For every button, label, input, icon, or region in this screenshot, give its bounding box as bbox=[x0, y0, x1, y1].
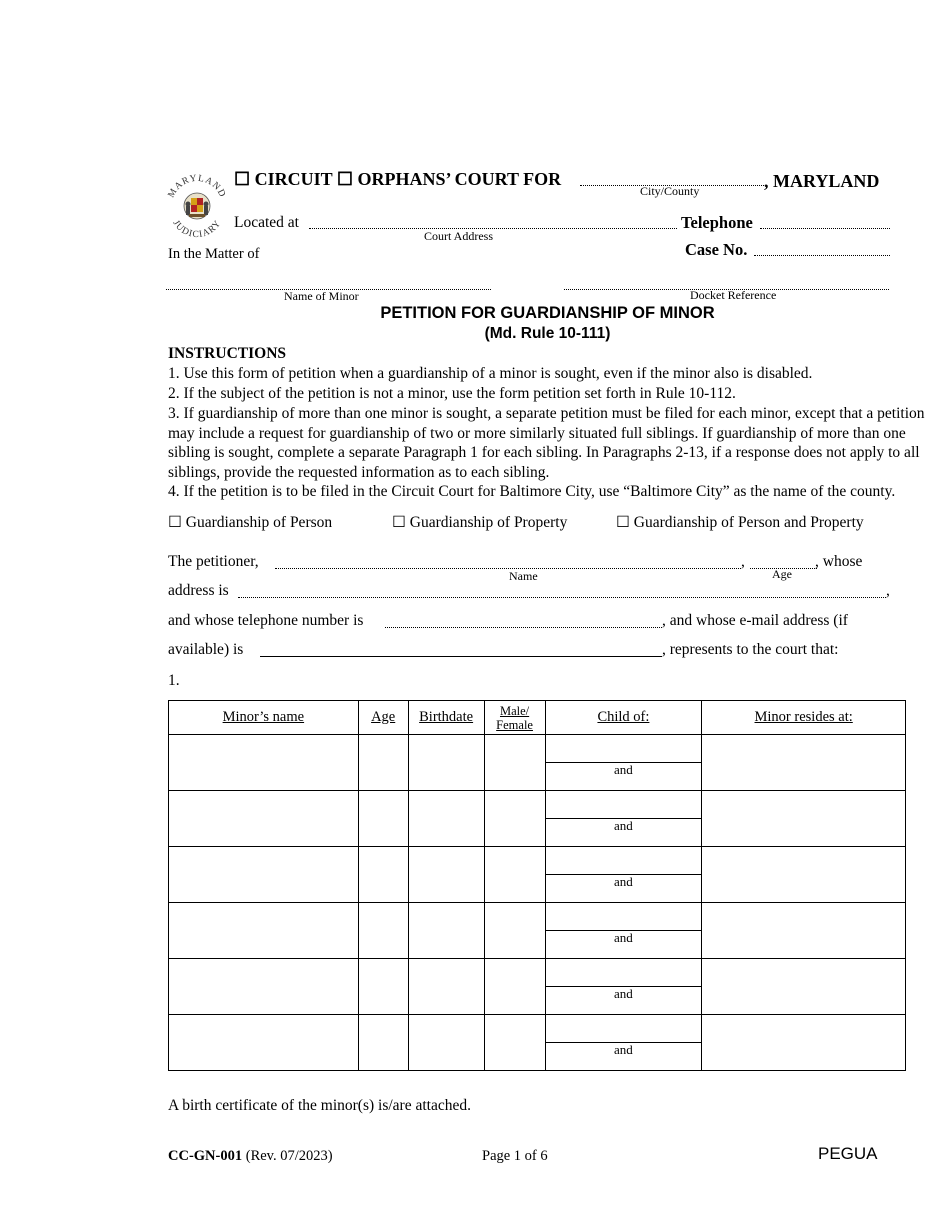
table-row bbox=[169, 791, 906, 847]
comma: , bbox=[741, 553, 745, 570]
form-code: CC-GN-001 bbox=[168, 1148, 243, 1164]
orphans-court-checkbox[interactable]: ☐ ORPHANS’ COURT FOR bbox=[336, 169, 562, 189]
guardianship-person-checkbox[interactable]: ☐ Guardianship of Person bbox=[168, 514, 333, 531]
represents-label: , represents to the court that: bbox=[662, 641, 839, 658]
parent-1-field[interactable] bbox=[546, 847, 702, 874]
table-row bbox=[169, 959, 906, 1015]
court-address-caption: Court Address bbox=[424, 229, 493, 243]
minor-name-cell[interactable] bbox=[169, 959, 359, 1015]
minor-name-cell[interactable] bbox=[169, 903, 359, 959]
svg-text:MARYLAND: MARYLAND bbox=[166, 173, 228, 200]
parent-1-field[interactable] bbox=[546, 1015, 702, 1042]
parent-2-field[interactable]: and bbox=[546, 1042, 702, 1070]
table-row bbox=[169, 1015, 906, 1071]
parent-2-field[interactable]: and bbox=[546, 874, 702, 902]
table-row bbox=[169, 735, 906, 791]
page-subtitle: (Md. Rule 10-111) bbox=[484, 325, 611, 342]
page-number: Page 1 of 6 bbox=[482, 1148, 548, 1164]
child-of-cell bbox=[545, 1015, 702, 1071]
court-type-line bbox=[234, 169, 561, 190]
parent-1-field[interactable] bbox=[546, 959, 702, 986]
available-label: available) is bbox=[168, 641, 244, 658]
address-comma: , bbox=[886, 582, 890, 599]
minor-sex-cell[interactable] bbox=[484, 735, 545, 791]
parent-1-field[interactable] bbox=[546, 791, 702, 818]
minor-birthdate-cell[interactable] bbox=[408, 903, 484, 959]
table-row bbox=[169, 903, 906, 959]
minor-age-cell[interactable] bbox=[358, 1015, 408, 1071]
resides-at-cell[interactable] bbox=[702, 1015, 906, 1071]
paragraph-number: 1. bbox=[168, 672, 180, 689]
resides-at-cell[interactable] bbox=[702, 847, 906, 903]
resides-at-cell[interactable] bbox=[702, 735, 906, 791]
minor-age-cell[interactable] bbox=[358, 791, 408, 847]
circuit-checkbox[interactable]: ☐ CIRCUIT bbox=[234, 169, 333, 189]
minor-age-cell[interactable] bbox=[358, 847, 408, 903]
col-minor-name: Minor’s name bbox=[169, 701, 359, 735]
birth-certificate-note: A birth certificate of the minor(s) is/are attached. bbox=[168, 1097, 471, 1114]
minor-name-cell[interactable] bbox=[169, 735, 359, 791]
child-of-cell bbox=[545, 847, 702, 903]
svg-text:JUDICIARY: JUDICIARY bbox=[170, 218, 224, 240]
minors-table bbox=[168, 700, 906, 1071]
instruction-2: 2. If the subject of the petition is not a minor, use the form petition set forth in Rule 10-112. bbox=[168, 385, 736, 402]
court-address-field[interactable] bbox=[309, 228, 677, 229]
address-label: address is bbox=[168, 582, 229, 599]
petitioner-address-field[interactable] bbox=[238, 597, 886, 598]
email-label: , and whose e-mail address (if bbox=[662, 612, 848, 629]
telephone-field[interactable] bbox=[760, 228, 890, 229]
minor-birthdate-cell[interactable] bbox=[408, 959, 484, 1015]
docket-caption: Docket Reference bbox=[690, 288, 777, 302]
minor-birthdate-cell[interactable] bbox=[408, 791, 484, 847]
minor-sex-cell[interactable] bbox=[484, 847, 545, 903]
col-age: Age bbox=[358, 701, 408, 735]
resides-at-cell[interactable] bbox=[702, 903, 906, 959]
child-of-cell bbox=[545, 735, 702, 791]
child-of-cell bbox=[545, 791, 702, 847]
resides-at-cell[interactable] bbox=[702, 791, 906, 847]
instruction-4: 4. If the petition is to be filed in the Circuit Court for Baltimore City, use “Baltimore City” as the name of the county. bbox=[168, 483, 896, 500]
child-of-cell bbox=[545, 959, 702, 1015]
minor-sex-cell[interactable] bbox=[484, 791, 545, 847]
minor-age-cell[interactable] bbox=[358, 903, 408, 959]
minor-age-cell[interactable] bbox=[358, 735, 408, 791]
col-birthdate: Birthdate bbox=[408, 701, 484, 735]
telephone-label: Telephone bbox=[681, 213, 753, 232]
guardianship-property-checkbox[interactable]: ☐ Guardianship of Property bbox=[392, 514, 568, 531]
petitioner-telephone-field[interactable] bbox=[385, 627, 662, 628]
table-header-row bbox=[169, 701, 906, 735]
parent-2-field[interactable]: and bbox=[546, 930, 702, 958]
name-caption: Name bbox=[509, 569, 538, 583]
age-caption: Age bbox=[772, 567, 792, 581]
parent-2-field[interactable]: and bbox=[546, 818, 702, 846]
located-at-label: Located at bbox=[234, 214, 299, 231]
guardianship-person-property-checkbox[interactable]: ☐ Guardianship of Person and Property bbox=[616, 514, 864, 531]
parent-2-field[interactable]: and bbox=[546, 762, 702, 790]
col-resides-at: Minor resides at: bbox=[702, 701, 906, 735]
minor-sex-cell[interactable] bbox=[484, 1015, 545, 1071]
form-id bbox=[168, 1148, 333, 1165]
parent-1-field[interactable] bbox=[546, 735, 702, 762]
minor-name-cell[interactable] bbox=[169, 847, 359, 903]
child-of-cell bbox=[545, 903, 702, 959]
whose-label: , whose bbox=[815, 553, 863, 570]
form-revision: (Rev. 07/2023) bbox=[245, 1148, 333, 1164]
minor-age-cell[interactable] bbox=[358, 959, 408, 1015]
city-county-caption: City/County bbox=[640, 184, 700, 198]
minor-sex-cell[interactable] bbox=[484, 903, 545, 959]
petitioner-name-field[interactable] bbox=[275, 568, 741, 569]
minor-birthdate-cell[interactable] bbox=[408, 1015, 484, 1071]
petitioner-email-field[interactable] bbox=[260, 656, 662, 657]
form-abbrev-code: PEGUA bbox=[818, 1144, 878, 1163]
instruction-3: 3. If guardianship of more than one minor is sought, a separate petition must be filed for each minor, except that a petition may include a request for guardianship of two or more similarly situated full siblings. If guardianship of more than one sibling is sought, complete a separate Paragraph 1 for each sibling. In Paragraphs 2-13, if a response does not apply to all siblings, provide the requested information as to each sibling. bbox=[168, 405, 925, 481]
parent-2-field[interactable]: and bbox=[546, 986, 702, 1014]
minor-birthdate-cell[interactable] bbox=[408, 847, 484, 903]
page-title: PETITION FOR GUARDIANSHIP OF MINOR bbox=[380, 304, 715, 322]
minor-sex-cell[interactable] bbox=[484, 959, 545, 1015]
in-matter-label: In the Matter of bbox=[168, 246, 260, 262]
maryland-label: , MARYLAND bbox=[764, 171, 880, 191]
col-child-of: Child of: bbox=[545, 701, 702, 735]
instructions-heading: INSTRUCTIONS bbox=[168, 345, 287, 362]
name-of-minor-caption: Name of Minor bbox=[284, 289, 359, 303]
case-no-field[interactable] bbox=[754, 255, 890, 256]
resides-at-cell[interactable] bbox=[702, 959, 906, 1015]
instruction-1: 1. Use this form of petition when a guardianship of a minor is sought, even if the minor also is disabled. bbox=[168, 365, 813, 382]
minor-name-cell[interactable] bbox=[169, 791, 359, 847]
maryland-judiciary-seal bbox=[164, 170, 230, 240]
parent-1-field[interactable] bbox=[546, 903, 702, 930]
minor-birthdate-cell[interactable] bbox=[408, 735, 484, 791]
petitioner-label: The petitioner, bbox=[168, 553, 259, 570]
col-male-female: Male/ Female bbox=[484, 701, 545, 735]
minor-name-cell[interactable] bbox=[169, 1015, 359, 1071]
table-row bbox=[169, 847, 906, 903]
telephone-number-label: and whose telephone number is bbox=[168, 612, 364, 629]
case-no-label: Case No. bbox=[685, 240, 748, 259]
